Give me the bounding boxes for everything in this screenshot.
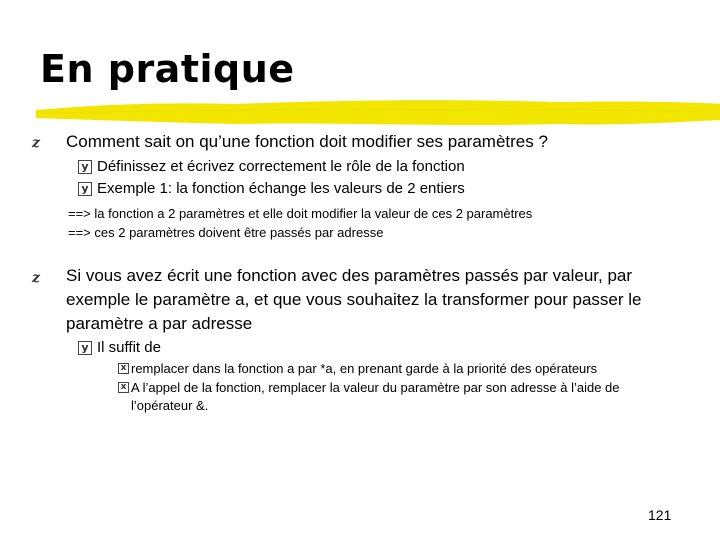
bullet-2-line-3: paramètre a par adresse	[66, 314, 253, 333]
y-checkbox-icon: y	[78, 182, 92, 196]
z-bullet-icon: z	[32, 135, 40, 151]
y-checkbox-icon: y	[78, 160, 92, 174]
x-checkbox-icon: x	[118, 382, 129, 393]
bullet-2-subsub-1: remplacer dans la fonction a par *a, en prenant garde à la priorité des opérateurs	[131, 361, 598, 376]
x-checkbox-icon: x	[118, 363, 129, 374]
title-underline	[36, 96, 720, 130]
bullet-2-sub: Il suffit de	[97, 339, 161, 356]
bullet-1-text: Comment sait on qu’une fonction doit modifier ses paramètres ?	[66, 132, 548, 151]
bullet-2-line-1: Si vous avez écrit une fonction avec des paramètres passés par valeur, par	[66, 266, 633, 285]
slide-title: En pratique	[40, 47, 295, 91]
y-checkbox-icon: y	[78, 341, 92, 355]
note-line-2: ==> ces 2 paramètres doivent être passés par adresse	[68, 225, 384, 240]
bullet-2-subsub-2-line-2: l’opérateur &.	[131, 398, 209, 413]
note-line-1: ==> la fonction a 2 paramètres et elle doit modifier la valeur de ces 2 paramètres	[68, 206, 533, 221]
bullet-2-line-2: exemple le paramètre a, et que vous souhaitez la transformer pour passer le	[66, 290, 642, 309]
bullet-2-subsub-2-line-1: A l’appel de la fonction, remplacer la valeur du paramètre par son adresse à l’aide de	[131, 380, 620, 395]
page-number: 121	[648, 507, 672, 523]
z-bullet-icon: z	[32, 270, 40, 286]
bullet-1-sub-2: Exemple 1: la fonction échange les valeurs de 2 entiers	[97, 180, 465, 197]
bullet-1-sub-1: Définissez et écrivez correctement le rôle de la fonction	[97, 158, 465, 175]
